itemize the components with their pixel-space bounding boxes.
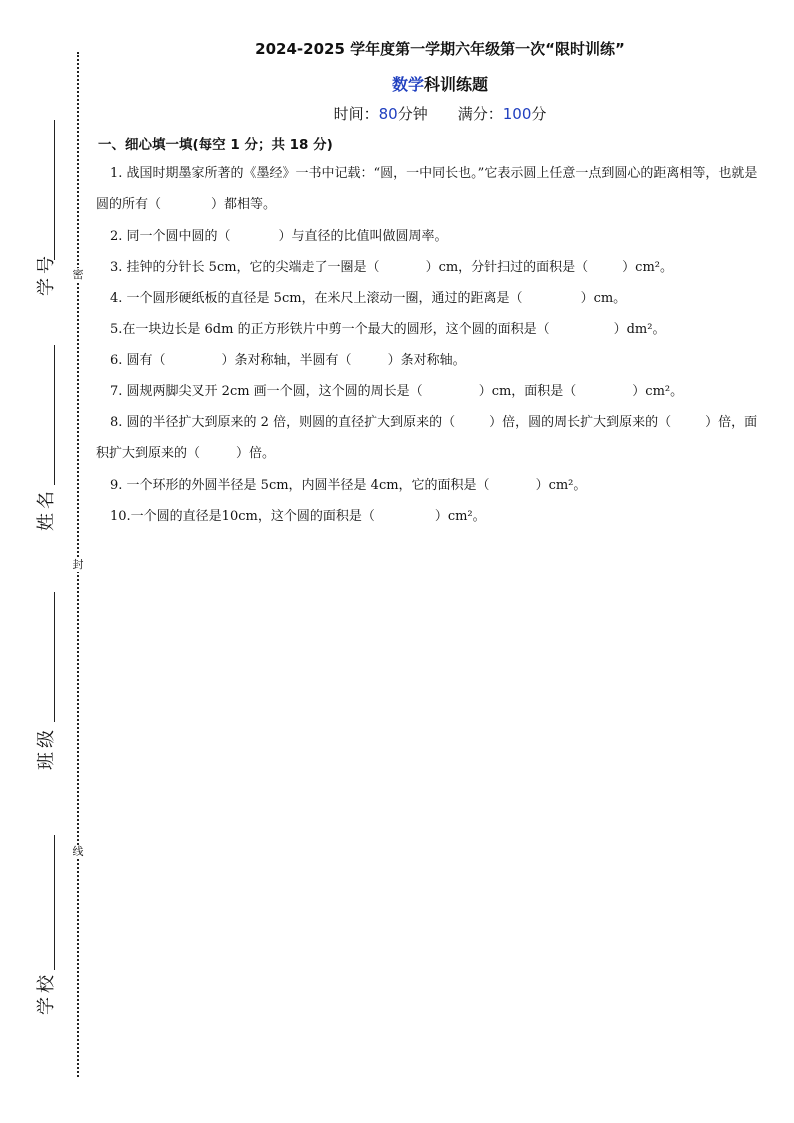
seal-char-mi: 密 (72, 268, 84, 281)
score-unit: 分 (531, 105, 547, 123)
score-value: 100 (502, 105, 532, 123)
subject-suffix: 科训练题 (424, 75, 489, 94)
time-unit: 分钟 (397, 105, 428, 123)
question-6: 6. 圆有（ ）条对称轴，半圆有（ ）条对称轴。 (110, 353, 466, 368)
seal-char-feng: 封 (72, 558, 84, 571)
question-9: 9. 一个环形的外圆半径是 5cm，内圆半径是 4cm，它的面积是（ ）cm²。 (110, 478, 587, 493)
exam-subtitle (170, 72, 710, 95)
name-line[interactable] (54, 345, 55, 485)
question-10: 10.一个圆的直径是10cm，这个圆的面积是（ ）cm²。 (110, 509, 486, 524)
school-label: 学校 (36, 971, 57, 1015)
question-1: 1. 战国时期墨家所著的《墨经》一书中记载：“圆，一中同长也。”它表示圆上任意一点到圆心的距离相等，也就是圆的所有（ ）都相等。 (96, 166, 758, 212)
time-value: 80 (378, 105, 398, 123)
seal-char-xian: 线 (72, 845, 84, 858)
name-label: 姓名 (36, 487, 57, 531)
question-7: 7. 圆规两脚尖叉开 2cm 画一个圆，这个圆的周长是（ ）cm，面积是（ ）cm²。 (110, 384, 684, 399)
question-3: 3. 挂钟的分针长 5cm，它的尖端走了一圈是（ ）cm，分针扫过的面积是（ ）cm²。 (110, 260, 673, 275)
question-8: 8. 圆的半径扩大到原来的 2 倍，则圆的直径扩大到原来的（ ）倍，圆的周长扩大到原来的（ ）倍，面积扩大到原来的（ ）倍。 (96, 415, 758, 461)
score-label: 满分： (457, 105, 503, 123)
exam-title: 2024-2025 学年度第一学期六年级第一次“限时训练” (255, 40, 625, 58)
section-title: 一、细心填一填(每空 1 分；共 18 分) (98, 137, 333, 153)
binding-margin (0, 0, 90, 1123)
time-score-line (170, 103, 710, 124)
class-label: 班级 (36, 726, 57, 770)
class-line[interactable] (54, 592, 55, 722)
student-id-line[interactable] (54, 120, 55, 260)
student-id-label: 学号 (36, 252, 57, 296)
question-4: 4. 一个圆形硬纸板的直径是 5cm，在米尺上滚动一圈，通过的距离是（ ）cm。 (110, 291, 627, 306)
subject-name: 数学 (391, 75, 424, 94)
question-2: 2. 同一个圆中圆的（ ）与直径的比值叫做圆周率。 (110, 229, 448, 244)
school-line[interactable] (54, 835, 55, 970)
question-5: 5.在一块边长是 6dm 的正方形铁片中剪一个最大的圆形，这个圆的面积是（ ）dm²。 (110, 322, 666, 337)
time-label: 时间： (333, 105, 379, 123)
